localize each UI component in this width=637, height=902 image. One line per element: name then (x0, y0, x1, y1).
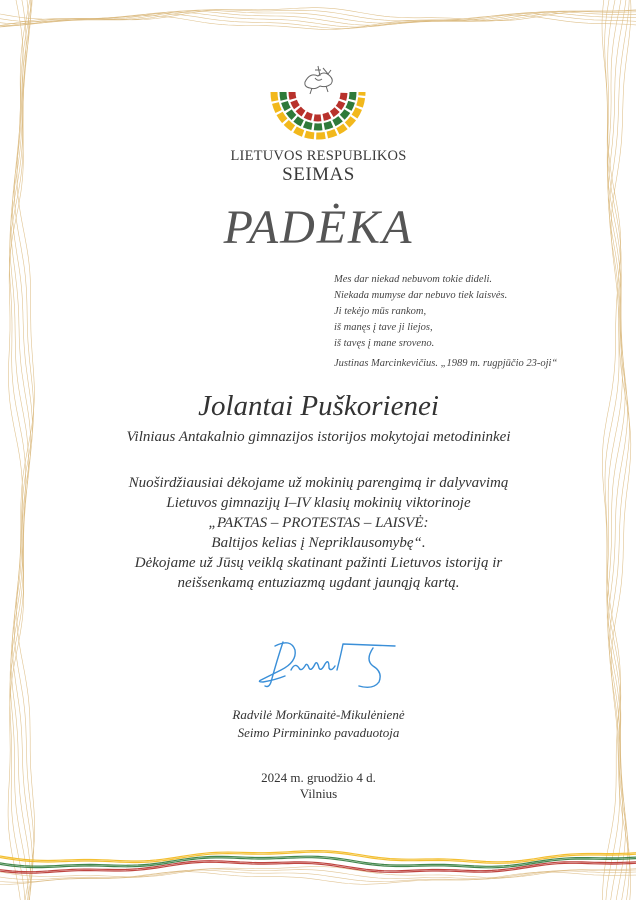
recipient-name: Jolantai Puškorienei (198, 390, 439, 422)
vytis-emblem-icon (268, 62, 368, 146)
poem-line: iš manęs į tave ji liejos, (334, 322, 433, 333)
handwritten-signature (255, 636, 405, 694)
body-line: Dėkojame už Jūsų veiklą skatinant pažinti Lietuvos istoriją ir (134, 555, 503, 571)
body-line: „PAKTAS – PROTESTAS – LAISVĖ: (208, 515, 429, 531)
poem-line: iš tavęs į mane sroveno. (334, 338, 435, 349)
body-line: Baltijos kelias į Nepriklausomybę“. (211, 535, 426, 551)
body-line: Lietuvos gimnazijų I–IV klasių mokinių viktorinoje (166, 495, 471, 511)
poem-line: Ji tekėjo mūs rankom, (334, 306, 427, 317)
signer-name: Radvilė Morkūnaitė-Mikulėnienė (232, 707, 405, 722)
signer-position: Seimo Pirmininko pavaduotoja (237, 725, 400, 740)
recipient-position: Vilniaus Antakalnio gimnazijos istorijos mokytojai metodininkei (126, 429, 511, 445)
issue-date: 2024 m. gruodžio 4 d. (261, 770, 376, 785)
poem-line: Mes dar niekad nebuvom tokie dideli. (334, 274, 493, 285)
body-text (0, 473, 637, 593)
poem-epigraph (334, 272, 624, 372)
body-line: Nuoširdžiausiai dėkojame už mokinių parengimą ir dalyvavimą (128, 475, 509, 491)
certificate-title: PADĖKA (223, 201, 414, 254)
poem-author: Justinas Marcinkevičius. „1989 m. rugpjūčio 23-oji“ (334, 358, 558, 369)
issue-place: Vilnius (299, 786, 338, 801)
date-block (0, 770, 637, 802)
poem-line: Niekada mumyse dar nebuvo tiek laisvės. (334, 290, 508, 301)
body-line: neišsenkamą entuziazmą ugdant jaunąją kartą. (177, 575, 460, 591)
signer-block (0, 706, 637, 742)
organization-line-2: SEIMAS (282, 164, 355, 185)
organization-line-1: LIETUVOS RESPUBLIKOS (230, 148, 407, 164)
